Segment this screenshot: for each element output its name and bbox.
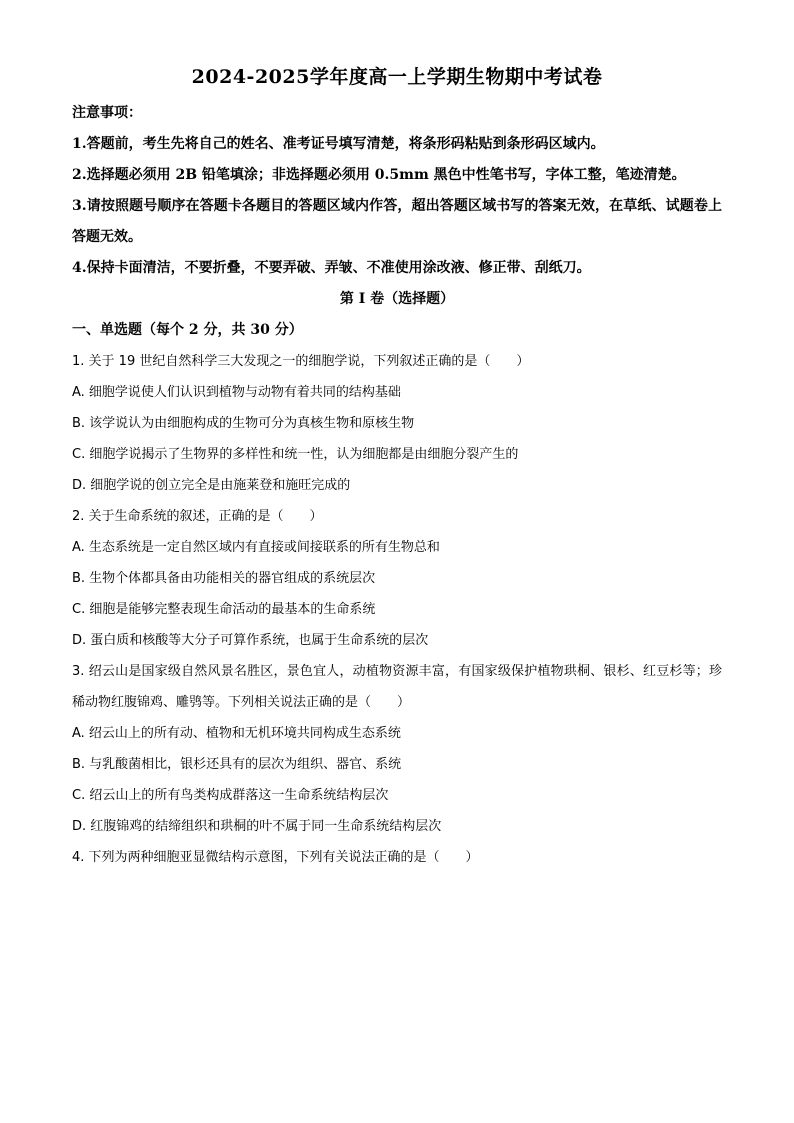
question-2 — [72, 501, 722, 656]
option-b: B. 与乳酸菌相比，银杉还具有的层次为组织、器官、系统 — [72, 757, 402, 772]
question-4 — [72, 842, 722, 873]
option-b: B. 生物个体都具备由功能相关的器官组成的系统层次 — [72, 571, 376, 586]
exam-title: 2024-2025学年度高一上学期生物期中考试卷 — [191, 66, 603, 88]
question-stem: 1. 关于 19 世纪自然科学三大发现之一的细胞学说，下列叙述正确的是（ ） — [72, 354, 530, 369]
question-3 — [72, 656, 722, 842]
question-stem: 2. 关于生命系统的叙述，正确的是（ ） — [72, 509, 323, 524]
option-a: A. 生态系统是一定自然区域内有直接或间接联系的所有生物总和 — [72, 540, 440, 555]
exam-page — [72, 62, 722, 873]
option-b: B. 该学说认为由细胞构成的生物可分为真核生物和原核生物 — [72, 416, 415, 431]
notice-item-4: 4.保持卡面清洁，不要折叠，不要弄破、弄皱、不准使用涂改液、修正带、刮纸刀。 — [72, 260, 591, 276]
option-d: D. 蛋白质和核酸等大分子可算作系统，也属于生命系统的层次 — [72, 633, 429, 648]
option-a: A. 细胞学说使人们认识到植物与动物有着共同的结构基础 — [72, 385, 401, 400]
notice-item-1: 1.答题前，考生先将自己的姓名、准考证号填写清楚，将条形码粘贴到条形码区域内。 — [72, 136, 605, 152]
part-heading: 第 I 卷（选择题） — [339, 291, 455, 307]
notice-heading: 注意事项： — [72, 105, 142, 121]
option-d: D. 红腹锦鸡的结缔组织和珙桐的叶不属于同一生命系统结构层次 — [72, 819, 442, 834]
option-d: D. 细胞学说的创立完全是由施莱登和施旺完成的 — [72, 478, 351, 493]
notice-item-2: 2.选择题必须用 2B 铅笔填涂；非选择题必须用 0.5mm 黑色中性笔书写，字体工整，笔迹清楚。 — [72, 167, 686, 183]
section-heading: 一、单选题（每个 2 分，共 30 分） — [72, 322, 303, 338]
question-stem: 3. 绍云山是国家级自然风景名胜区，景色宜人，动植物资源丰富，有国家级保护植物珙桐、银杉、红豆杉等；珍稀动物红腹锦鸡、雕鸮等。下列相关说法正确的是（ ） — [72, 664, 722, 710]
question-1 — [72, 346, 722, 501]
option-c: C. 细胞学说揭示了生物界的多样性和统一性，认为细胞都是由细胞分裂产生的 — [72, 447, 519, 462]
option-a: A. 绍云山上的所有动、植物和无机环境共同构成生态系统 — [72, 726, 401, 741]
question-stem: 4. 下列为两种细胞亚显微结构示意图，下列有关说法正确的是（ ） — [72, 850, 479, 865]
notice-item-3: 3.请按照题号顺序在答题卡各题目的答题区域内作答，超出答题区域书写的答案无效，在草纸、试题卷上答题无效。 — [72, 198, 722, 245]
option-c: C. 绍云山上的所有鸟类构成群落这一生命系统结构层次 — [72, 788, 389, 803]
option-c: C. 细胞是能够完整表现生命活动的最基本的生命系统 — [72, 602, 376, 617]
